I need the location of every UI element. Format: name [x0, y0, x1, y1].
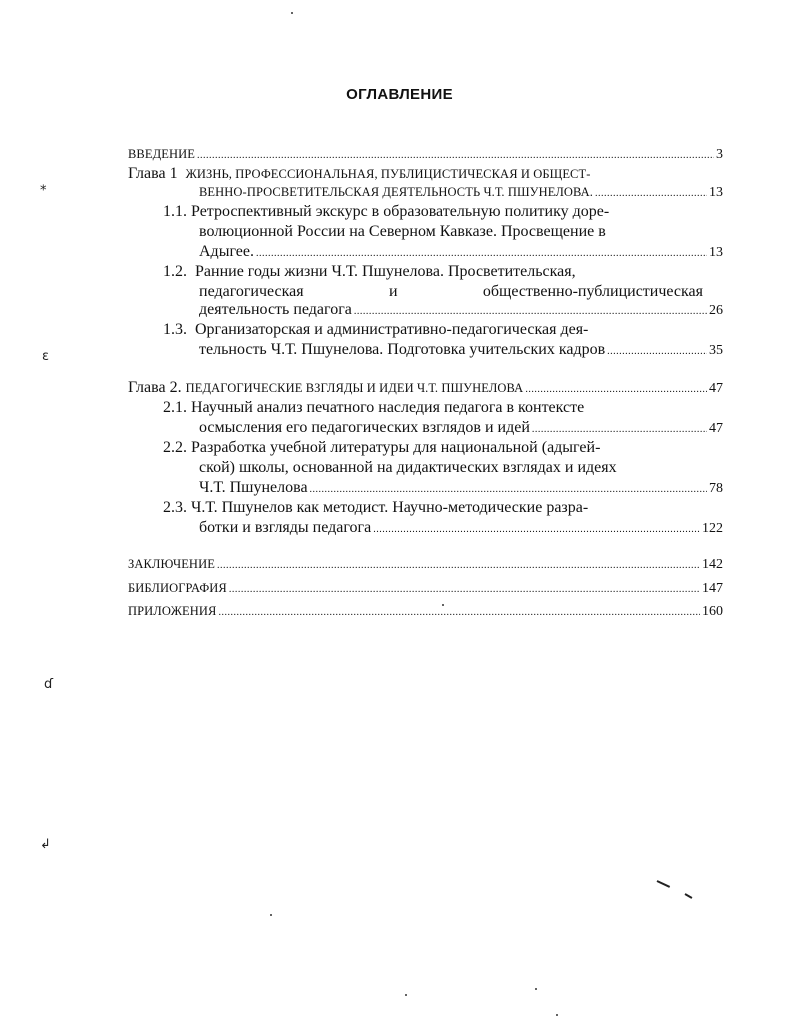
scan-speck	[291, 12, 293, 14]
toc-entry-label: БИБЛИОГРАФИЯ	[128, 581, 227, 595]
scan-mark: ↲	[40, 837, 51, 852]
toc-page-number: 147	[702, 581, 723, 596]
dot-leader	[373, 520, 700, 540]
scan-speck	[405, 994, 407, 996]
section-last-line: Ч.Т. Пшунелова	[199, 479, 308, 496]
section-line: Научный анализ печатного наследия педагога в контексте	[191, 399, 585, 416]
toc-page-number: 142	[702, 557, 723, 572]
scan-mark: ɛ	[42, 349, 50, 364]
scan-speck	[556, 1014, 558, 1016]
toc-page-number: 47	[709, 381, 723, 396]
toc-entry-label: ВВЕДЕНИЕ	[128, 147, 195, 161]
dot-leader	[229, 580, 700, 600]
scan-speck	[535, 988, 537, 990]
scan-mark: ⁎	[40, 179, 47, 194]
section-line: Ретроспективный экскурс в образовательную политику доре-	[191, 203, 610, 220]
toc-section-1-1-end[interactable]	[199, 242, 723, 264]
toc-section-2-3-end[interactable]	[199, 518, 723, 540]
section-last-line: деятельность педагога	[199, 301, 352, 318]
page-title: ОГЛАВЛЕНИЕ	[346, 86, 453, 103]
dot-leader	[197, 146, 714, 166]
scan-speck	[270, 914, 272, 916]
toc-entry-intro[interactable]	[128, 144, 723, 166]
section-line: волюционной России на Северном Кавказе. Просвещение в	[199, 223, 606, 240]
toc-section-1-3-end[interactable]	[199, 340, 723, 362]
scan-mark	[685, 893, 693, 899]
section-number: 2.2.	[163, 439, 187, 456]
section-last-line: тельность Ч.Т. Пшунелова. Подготовка учительских кадров	[199, 341, 606, 358]
dot-leader	[595, 184, 707, 204]
section-last-line: осмысления его педагогических взглядов и идей	[199, 419, 530, 436]
dot-leader	[532, 420, 707, 440]
dot-leader	[218, 603, 700, 623]
toc-entry-appendices[interactable]	[128, 601, 723, 623]
toc-section-1-1-cont	[199, 222, 606, 242]
section-number: 2.3.	[163, 499, 187, 516]
toc-entry-label: ПРИЛОЖЕНИЯ	[128, 604, 217, 618]
section-line: ской) школы, основанной на дидактических взглядах и идеях	[199, 459, 617, 476]
toc-page-number: 35	[709, 343, 723, 358]
section-number: 1.1.	[163, 203, 187, 220]
section-line: педагогическая и общественно-публицистическая	[199, 283, 703, 300]
toc-section-2-2[interactable]	[163, 438, 600, 458]
section-line: Ч.Т. Пшунелов как методист. Научно-методические разра-	[191, 499, 589, 516]
section-line: Ранние годы жизни Ч.Т. Пшунелова. Просветительская,	[195, 263, 576, 280]
dot-leader	[354, 302, 707, 322]
toc-section-2-1[interactable]	[163, 398, 584, 418]
chapter-title-line-2: ВЕННО-ПРОСВЕТИТЕЛЬСКАЯ ДЕЯТЕЛЬНОСТЬ Ч.Т. ПШУНЕЛОВА.	[199, 185, 594, 199]
toc-section-2-3[interactable]	[163, 498, 588, 518]
section-number: 1.3.	[163, 321, 187, 338]
toc-section-1-2[interactable]	[163, 262, 576, 282]
section-line: Организаторская и административно-педагогическая дея-	[195, 321, 589, 338]
section-number: 2.1.	[163, 399, 187, 416]
toc-section-1-1[interactable]	[163, 202, 609, 222]
section-number: 1.2.	[163, 263, 187, 280]
toc-page-number: 160	[702, 604, 723, 619]
toc-page-number: 13	[709, 185, 723, 200]
scan-speck	[442, 604, 444, 606]
section-line: Разработка учебной литературы для национальной (адыгей-	[191, 439, 601, 456]
toc-section-2-1-end[interactable]	[199, 418, 723, 440]
dot-leader	[607, 342, 707, 362]
toc-chapter-2-heading[interactable]	[128, 378, 723, 400]
scan-mark	[657, 880, 671, 888]
toc-entry-conclusion[interactable]	[128, 554, 723, 576]
dot-leader	[217, 556, 700, 576]
toc-section-2-2-cont	[199, 458, 617, 478]
toc-page-number: 13	[709, 245, 723, 260]
section-last-line: Адыгее.	[199, 243, 254, 260]
toc-section-1-2-end[interactable]	[199, 300, 723, 322]
toc-page-number: 26	[709, 303, 723, 318]
chapter-prefix: Глава 2.	[128, 379, 182, 396]
dot-leader	[525, 380, 707, 400]
chapter-title: ПЕДАГОГИЧЕСКИЕ ВЗГЛЯДЫ И ИДЕИ Ч.Т. ПШУНЕЛОВА	[185, 381, 524, 395]
toc-entry-label: ЗАКЛЮЧЕНИЕ	[128, 557, 215, 571]
toc-entry-bibliography[interactable]	[128, 578, 723, 600]
dot-leader	[310, 480, 707, 500]
dot-leader	[256, 244, 707, 264]
toc-page-number: 78	[709, 481, 723, 496]
toc-page-number: 122	[702, 521, 723, 536]
chapter-title-line-1: ЖИЗНЬ, ПРОФЕССИОНАЛЬНАЯ, ПУБЛИЦИСТИЧЕСКАЯ И ОБЩЕСТ-	[185, 167, 591, 181]
toc-section-2-2-end[interactable]	[199, 478, 723, 500]
section-last-line: ботки и взгляды педагога	[199, 519, 372, 536]
toc-page-number: 3	[716, 147, 723, 162]
toc-section-1-3[interactable]	[163, 320, 588, 340]
toc-chapter-1-heading[interactable]	[128, 164, 591, 184]
chapter-prefix: Глава 1	[128, 165, 178, 182]
scan-mark: ɗ	[44, 677, 54, 692]
toc-page-number: 47	[709, 421, 723, 436]
toc-chapter-1-title-end[interactable]	[199, 182, 723, 204]
